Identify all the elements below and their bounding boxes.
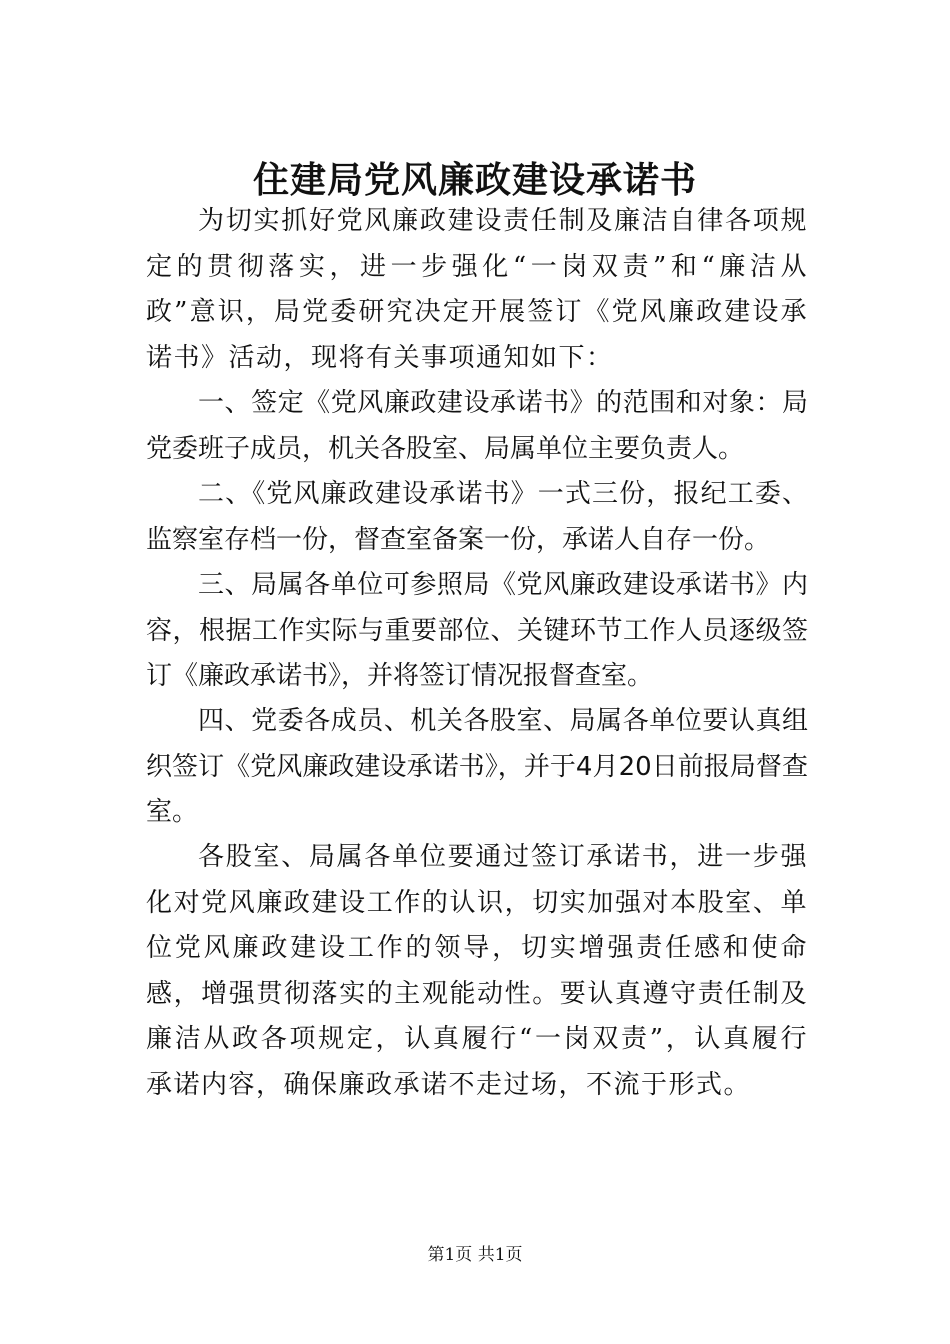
item-2-paragraph: 二、《党风廉政建设承诺书》一式三份，报纪工委、监察室存档一份，督查室备案一份，承诺人自存一份。 (146, 479, 808, 555)
closing-paragraph: 各股室、局属各单位要通过签订承诺书，进一步强化对党风廉政建设工作的认识，切实加强对本股室、单位党风廉政建设工作的领导，切实增强责任感和使命感，增强贯彻落实的主观能动性。要认真遵守责任制及廉洁从政各项规定，认真履行“一岗双责”，认真履行承诺内容，确保廉政承诺不走过场，不流于形式。 (146, 842, 808, 1100)
page-number-footer: 第1页 共1页 (427, 1245, 523, 1265)
document-title: 住建局党风廉政建设承诺书 (252, 159, 697, 202)
item-4-paragraph: 四、党委各成员、机关各股室、局属各单位要认真组织签订《党风廉政建设承诺书》，并于4月20日前报局督查室。 (146, 706, 808, 827)
item-1-paragraph: 一、签定《党风廉政建设承诺书》的范围和对象：局党委班子成员，机关各股室、局属单位主要负责人。 (146, 388, 808, 464)
intro-paragraph: 为切实抓好党风廉政建设责任制及廉洁自律各项规定的贯彻落实，进一步强化“一岗双责”和“廉洁从政”意识，局党委研究决定开展签订《党风廉政建设承诺书》活动，现将有关事项通知如下： (146, 206, 808, 373)
item-3-paragraph: 三、局属各单位可参照局《党风廉政建设承诺书》内容，根据工作实际与重要部位、关键环节工作人员逐级签订《廉政承诺书》，并将签订情况报督查室。 (146, 570, 808, 691)
